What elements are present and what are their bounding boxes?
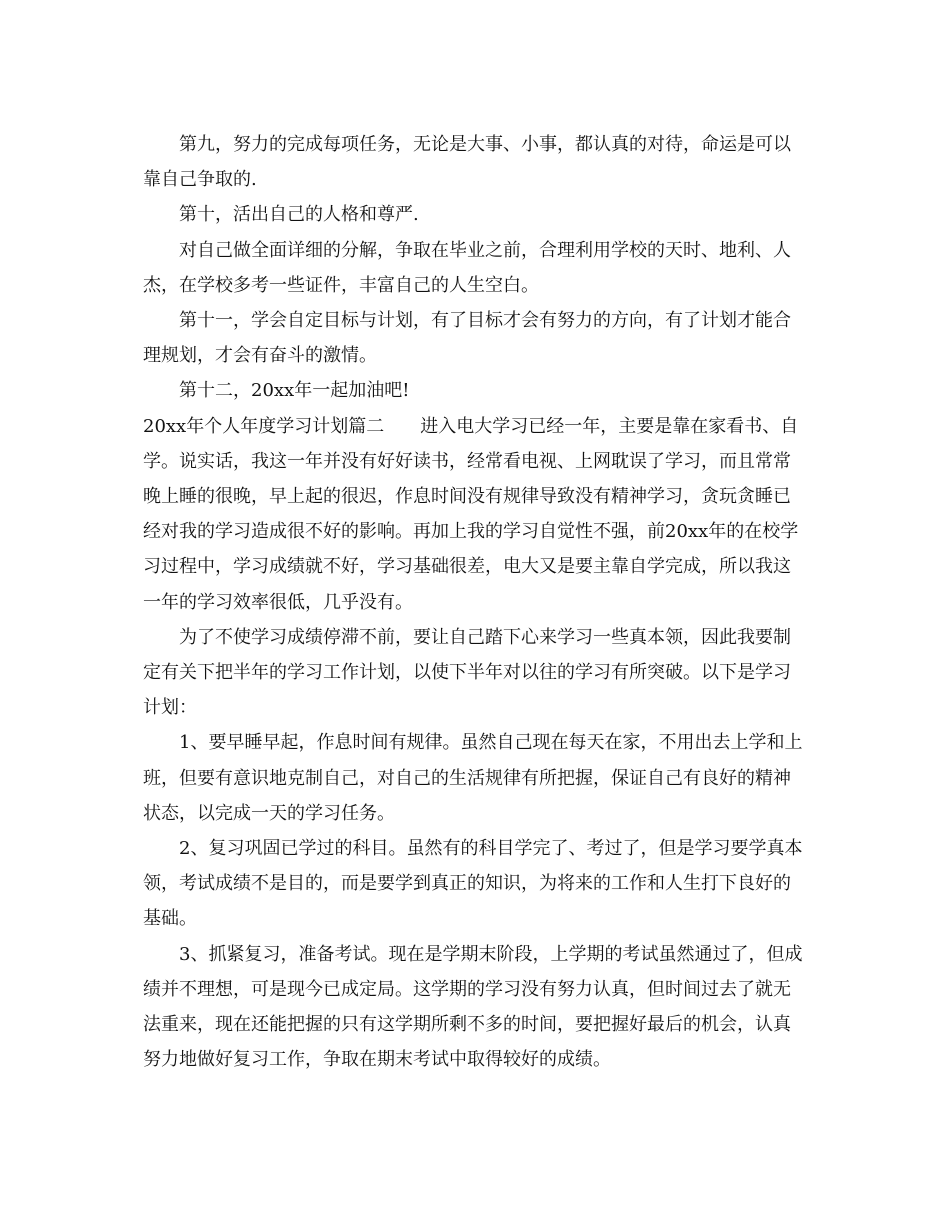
- list-item-3: 3、抓紧复习，准备考试。现在是学期末阶段，上学期的考试虽然通过了，但成绩并不理想，可是现今已成定局。这学期的学习没有努力认真，但时间过去了就无法重来，现在还能把握的只有这学期所剩不多的时间，要把握好最后的机会，认真努力地做好复习工作，争取在期末考试中取得较好的成绩。: [143, 943, 803, 1071]
- paragraph: 第十，活出自己的人格和尊严.: [179, 204, 419, 226]
- paragraph: 第十一，学会自定目标与计划，有了目标才会有努力的方向，有了计划才能合理规划，才会有奋斗的激情。: [143, 310, 791, 367]
- paragraph: 为了不使学习成绩停滞不前，要让自己踏下心来学习一些真本领，因此我要制定有关下把半年的学习工作计划，以使下半年对以往的学习有所突破。以下是学习计划：: [143, 626, 791, 719]
- section-heading-paragraph: 20xx年个人年度学习计划篇二 进入电大学习已经一年，主要是靠在家看书、自学。说实话，我这一年并没有好好读书，经常看电视、上网耽误了学习，而且常常晚上睡的很晚，早上起的很迟，作息时间没有规律导致没有精神学习，贪玩贪睡已经对我的学习造成很不好的影响。再加上我的学习自觉性不强，前20xx年的在校学习过程中，学习成绩就不好，学习基础很差，电大又是要主靠自学完成，所以我这一年的学习效率很低，几乎没有。: [143, 415, 799, 613]
- list-item-2: 2、复习巩固已学过的科目。虽然有的科目学完了、考过了，但是学习要学真本领，考试成绩不是目的，而是要学到真正的知识，为将来的工作和人生打下良好的基础。: [143, 838, 803, 930]
- paragraph: 第十二，20xx年一起加油吧!: [179, 380, 410, 402]
- paragraph: 第九，努力的完成每项任务，无论是大事、小事，都认真的对待，命运是可以靠自己争取的.: [143, 134, 791, 191]
- paragraph: 对自己做全面详细的分解，争取在毕业之前，合理利用学校的天时、地利、人杰，在学校多考一些证件，丰富自己的人生空白。: [143, 239, 791, 296]
- document-body: [143, 127, 807, 1077]
- list-item-1: 1、要早睡早起，作息时间有规律。虽然自己现在每天在家，不用出去上学和上班，但要有意识地克制自己，对自己的生活规律有所把握，保证自己有良好的精神状态，以完成一天的学习任务。: [143, 732, 803, 824]
